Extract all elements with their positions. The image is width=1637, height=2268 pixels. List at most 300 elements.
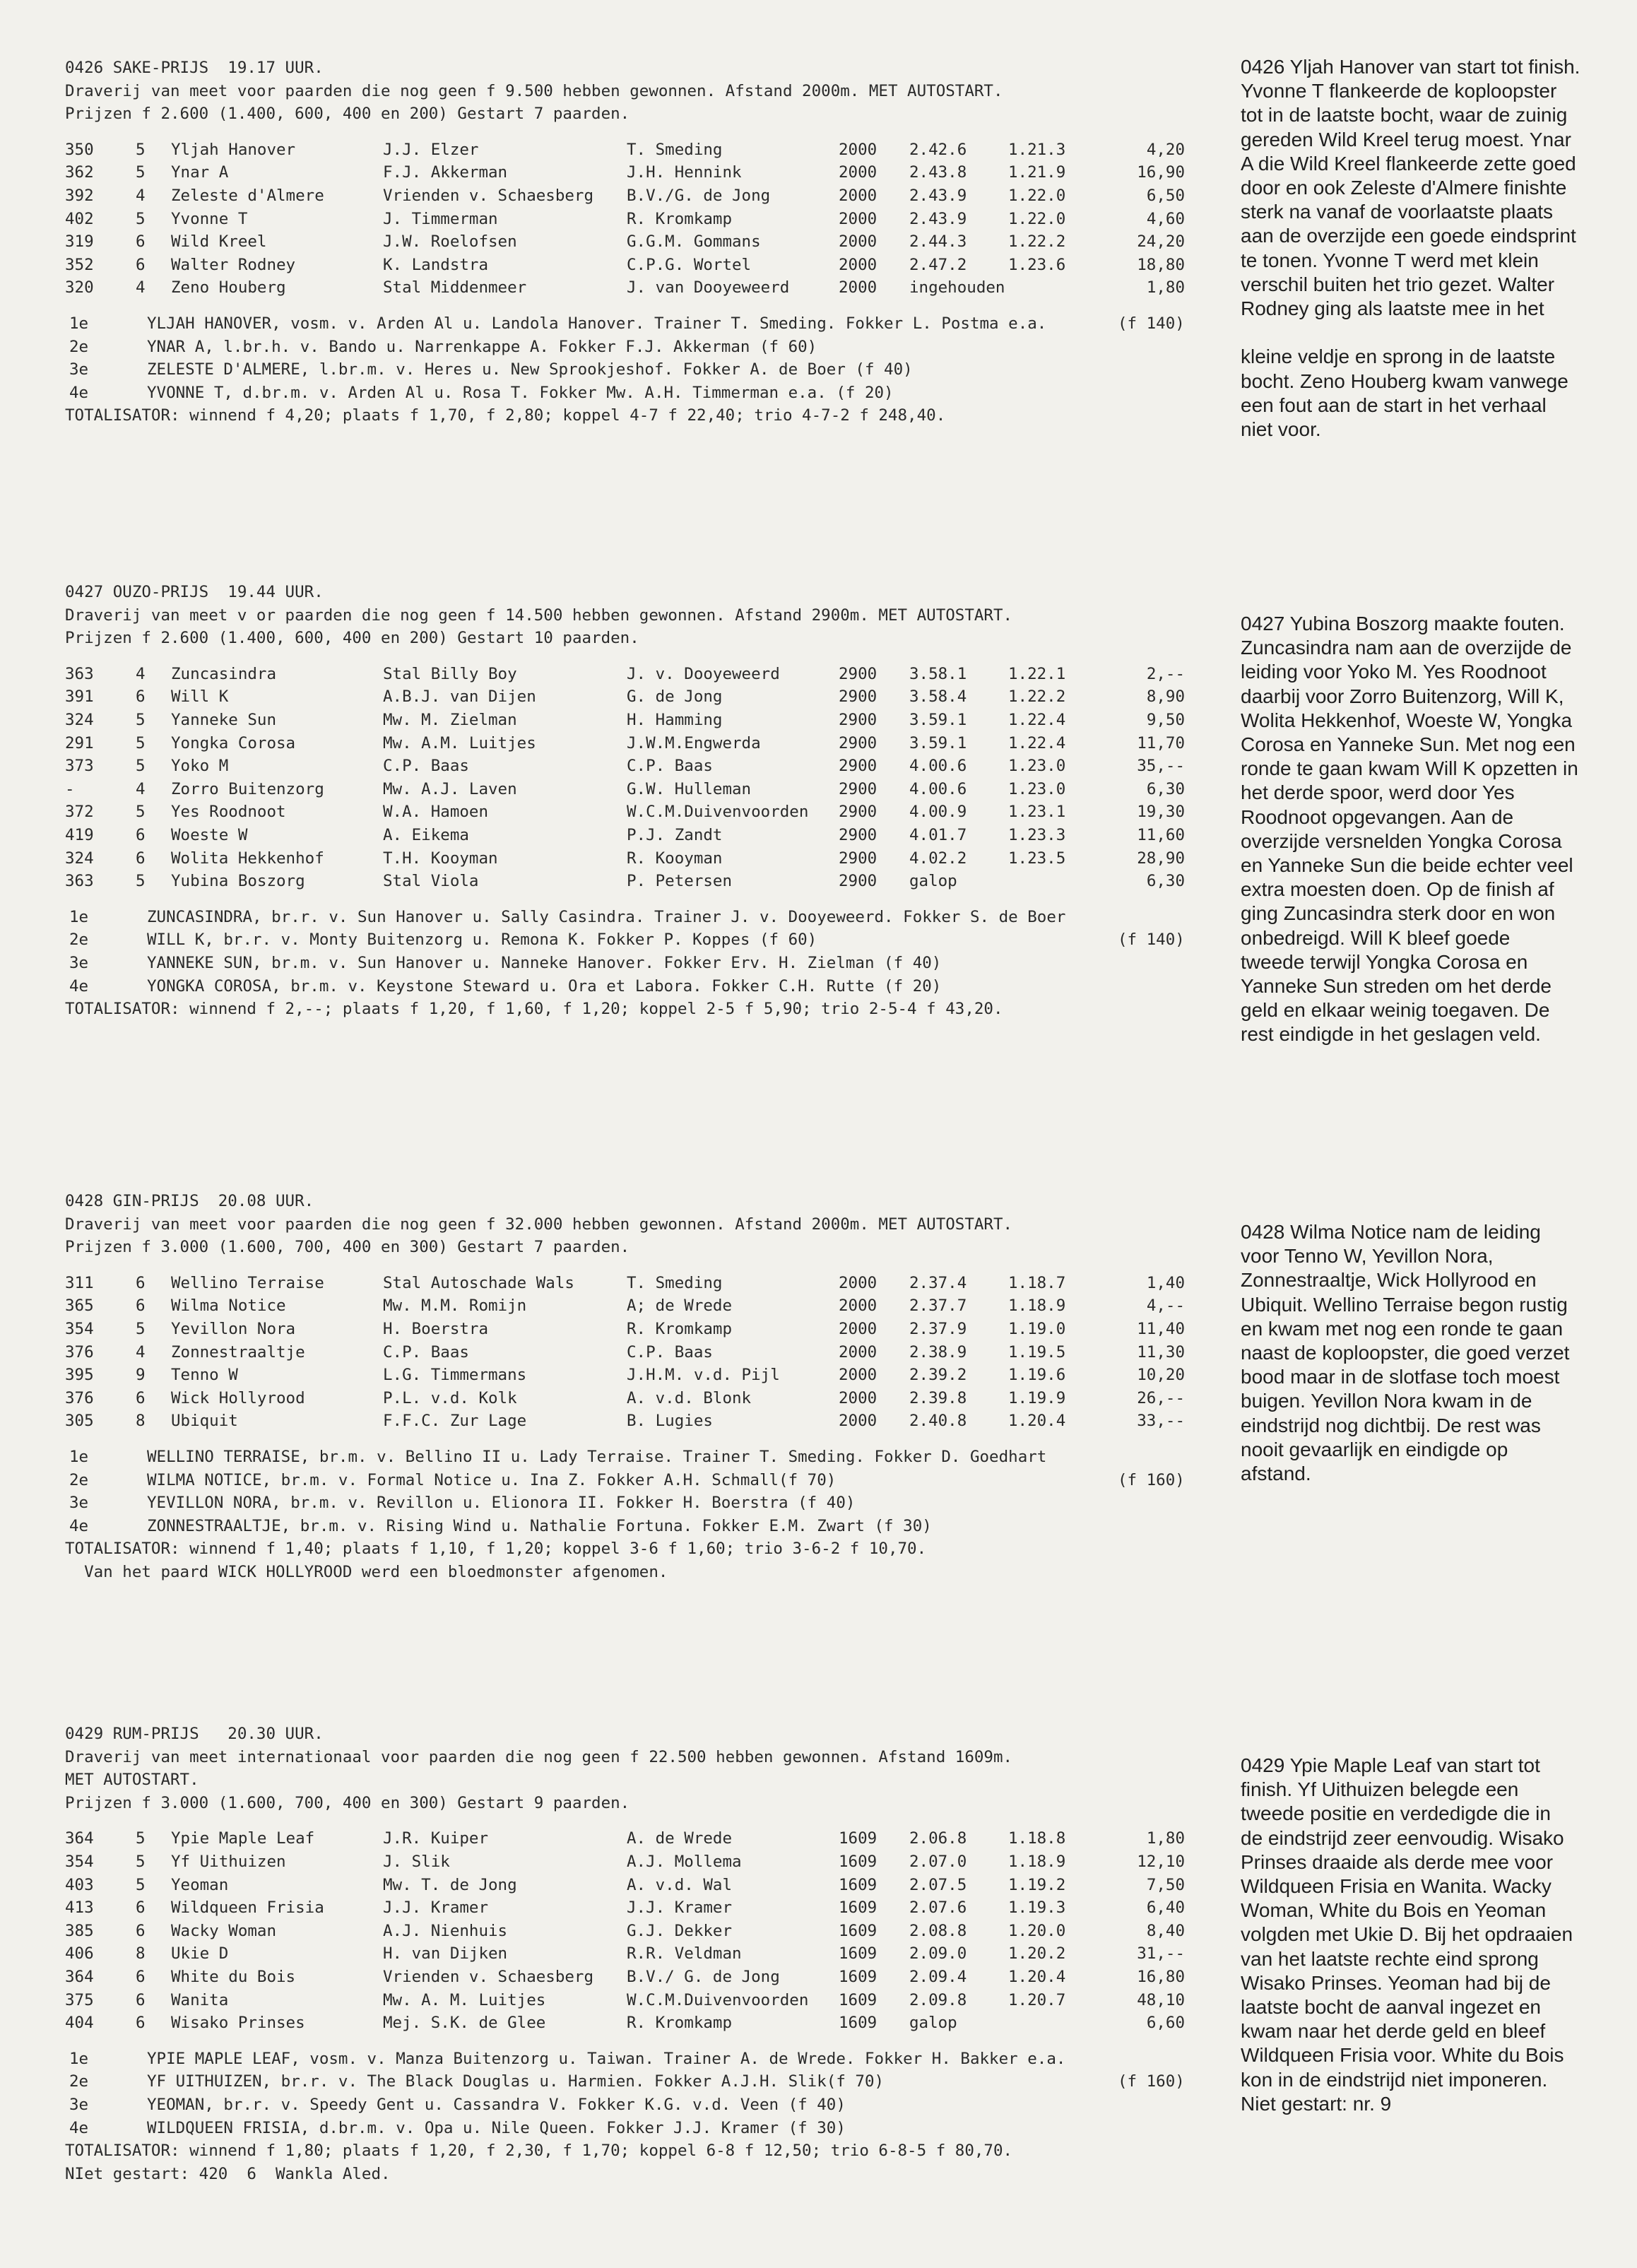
entry-owner: A.B.J. van Dijen <box>383 687 536 707</box>
entry-dist: 2900 <box>839 849 877 868</box>
entry-num: 391 <box>65 687 94 707</box>
entry-odds: 31,-- <box>1137 1944 1185 1963</box>
report-line: eindstrijd nog dichtbij. De rest was <box>1241 1414 1541 1436</box>
entry-age: 6 <box>136 1273 146 1292</box>
entry-odds: 26,-- <box>1137 1388 1185 1407</box>
placing-prize: (f 160) <box>1118 1470 1185 1489</box>
entry-name: Yeoman <box>171 1875 229 1894</box>
report-line: sterk na vanaf de voorlaatste plaats <box>1241 201 1554 223</box>
report-line: Wisako Prinses. Yeoman had bij de <box>1241 1971 1551 1994</box>
report-line: rest eindigde in het geslagen veld. <box>1241 1023 1541 1046</box>
placing-row <box>65 1469 1224 1492</box>
placing-prize <box>1118 1492 1224 1515</box>
entry-name: Yljah Hanover <box>171 140 296 159</box>
race-header: 0428 GIN-PRIJS 20.08 UUR. <box>65 1192 314 1210</box>
entry-num: 305 <box>65 1412 94 1431</box>
entry-km <box>1008 276 1100 300</box>
race-conditions: Draverij van meet voor paarden die nog geen f 9.500 hebben gewonnen. Afstand 2000m. MET AUTOSTART. <box>65 81 1003 100</box>
entry-owner: F.F.C. Zur Lage <box>383 1412 527 1431</box>
table-row <box>65 208 1224 231</box>
entry-km: 1.22.4 <box>1008 710 1066 729</box>
entry-name: Walter Rodney <box>171 255 296 274</box>
entry-odds: 33,-- <box>1137 1412 1185 1431</box>
race-prizes: Prijzen f 3.000 (1.600, 700, 400 en 300) Gestart 7 paarden. <box>65 1238 630 1257</box>
table-row <box>65 230 1224 254</box>
placing-row <box>65 975 1224 998</box>
entry-num: 363 <box>65 664 94 683</box>
entry-num: 385 <box>65 1921 94 1940</box>
report-line: Niet gestart: nr. 9 <box>1241 2092 1392 2115</box>
entry-age: 5 <box>136 710 146 729</box>
entry-km: 1.22.4 <box>1008 733 1066 752</box>
totalisator: TOTALISATOR: winnend f 4,20; plaats f 1,70, f 2,80; koppel 4-7 f 22,40; trio 4-7-2 f 248,40. <box>65 406 946 425</box>
entry-num: 413 <box>65 1898 94 1918</box>
placing-row <box>65 952 1224 975</box>
entry-owner: A. Eikema <box>383 825 469 844</box>
entry-km: 1.23.1 <box>1008 803 1066 822</box>
entry-name: Tenno W <box>171 1366 238 1385</box>
table-row <box>65 1989 1224 2012</box>
entry-name: White du Bois <box>171 1967 296 1986</box>
entry-owner: Mw. A. M. Luitjes <box>383 1990 546 2009</box>
entry-num: 364 <box>65 1967 94 1986</box>
entry-time: 2.37.4 <box>909 1273 967 1292</box>
entry-owner: C.P. Baas <box>383 1342 469 1362</box>
entry-odds: 4,60 <box>1146 209 1185 228</box>
entry-driver: T. Smeding <box>627 140 723 159</box>
entry-driver: P.J. Zandt <box>627 825 723 844</box>
placing-position: 3e <box>69 2095 89 2114</box>
entry-owner: H. van Dijken <box>383 1944 508 1963</box>
entry-age: 5 <box>136 803 146 822</box>
entry-time: 4.02.2 <box>909 849 967 868</box>
report-line: ronde te gaan kwam Will K opzetten in <box>1241 757 1578 780</box>
entry-km: 1.20.0 <box>1008 1921 1066 1940</box>
entry-num: 404 <box>65 2014 94 2033</box>
entry-time: 2.07.6 <box>909 1898 967 1918</box>
report-line: finish. Yf Uithuizen belegde een <box>1241 1778 1519 1801</box>
entry-dist: 2900 <box>839 872 877 891</box>
spacer <box>65 1814 1224 1827</box>
entry-time: 3.58.1 <box>909 664 967 683</box>
report-line: volgden met Ukie D. Bij het opdraaien <box>1241 1923 1573 1946</box>
entry-dist: 2000 <box>839 255 877 274</box>
entry-dist: 2000 <box>839 1342 877 1362</box>
report-line: bocht. Zeno Houberg kwam vanwege <box>1241 370 1568 392</box>
entry-owner: J.J. Elzer <box>383 140 479 159</box>
entry-num: 291 <box>65 733 94 752</box>
entry-age: 4 <box>136 1342 146 1362</box>
race-report <box>1241 1754 1608 2116</box>
entry-num: 362 <box>65 163 94 182</box>
race-results <box>65 1190 1224 1584</box>
entry-odds: 24,20 <box>1137 232 1185 252</box>
entry-odds: 11,60 <box>1137 825 1185 844</box>
entry-owner: K. Landstra <box>383 255 489 274</box>
entry-owner: Mej. S.K. de Glee <box>383 2014 546 2033</box>
entry-driver: W.C.M.Duivenvoorden <box>627 1990 809 2009</box>
entry-time: 2.43.9 <box>909 209 967 228</box>
entry-km: 1.19.6 <box>1008 1366 1066 1385</box>
entry-driver: J.H. Hennink <box>627 163 742 182</box>
spacer <box>65 1259 1224 1272</box>
report-line: een fout aan de start in het verhaal <box>1241 394 1547 416</box>
entry-odds: 1,80 <box>1146 278 1185 297</box>
entry-name: Yoko M <box>171 757 229 776</box>
entry-time: 2.09.8 <box>909 1990 967 2009</box>
entry-owner: A.J. Nienhuis <box>383 1921 508 1940</box>
entry-owner: Stal Billy Boy <box>383 664 517 683</box>
entry-age: 6 <box>136 1967 146 1986</box>
entry-driver: C.P. Baas <box>627 757 713 776</box>
entry-driver: J. van Dooyeweerd <box>627 278 790 297</box>
entry-age: 5 <box>136 733 146 752</box>
placing-position: 4e <box>69 2118 89 2137</box>
placing-prize: (f 140) <box>1118 314 1185 333</box>
table-row <box>65 2012 1224 2035</box>
report-line: en Yanneke Sun die beide echter veel <box>1241 854 1573 877</box>
entry-age: 5 <box>136 1852 146 1871</box>
entry-name: Yevillon Nora <box>171 1319 296 1338</box>
entry-odds: 18,80 <box>1137 255 1185 274</box>
entry-driver: B.V./G. de Jong <box>627 186 771 205</box>
entry-name: Wellino Terraise <box>171 1273 324 1292</box>
entry-driver: J.J. Kramer <box>627 1898 733 1918</box>
entry-km: 1.22.2 <box>1008 687 1066 707</box>
report-line: de eindstrijd zeer eenvoudig. Wisako <box>1241 1826 1564 1849</box>
report-line: kwam naar het derde geld en bleef <box>1241 2020 1546 2043</box>
entry-odds: 6,60 <box>1146 2014 1185 2033</box>
entry-odds: 4,-- <box>1146 1297 1185 1316</box>
entry-odds: 11,70 <box>1137 733 1185 752</box>
spacer <box>65 1433 1224 1446</box>
table-row <box>65 254 1224 277</box>
entry-odds: 11,30 <box>1137 1342 1185 1362</box>
entry-driver: G.G.M. Gommans <box>627 232 761 252</box>
entry-owner: C.P. Baas <box>383 757 469 776</box>
placing-row <box>65 358 1224 382</box>
entry-owner: Stal Middenmeer <box>383 278 527 297</box>
entry-odds: 6,30 <box>1146 779 1185 798</box>
report-line: naast de koploopster, die goed verzet <box>1241 1342 1570 1364</box>
placing-text: YANNEKE SUN, br.m. v. Sun Hanover u. Nanneke Hanover. Fokker Erv. H. Zielman (f 40) <box>147 953 942 972</box>
entry-driver: H. Hamming <box>627 710 723 729</box>
entry-dist: 2000 <box>839 186 877 205</box>
entry-age: 5 <box>136 140 146 159</box>
spacer <box>65 893 1224 906</box>
placing-row <box>65 312 1224 336</box>
race-header: 0429 RUM-PRIJS 20.30 UUR. <box>65 1725 324 1743</box>
entry-num: 363 <box>65 872 94 891</box>
entry-name: Woeste W <box>171 825 248 844</box>
report-line: te tonen. Yvonne T werd met klein <box>1241 249 1539 271</box>
race-report <box>1241 55 1608 442</box>
entry-odds: 16,80 <box>1137 1967 1185 1986</box>
entry-dist: 1609 <box>839 1875 877 1894</box>
placing-row <box>65 2117 1224 2140</box>
entry-time: 4.01.7 <box>909 825 967 844</box>
report-line: van het laatste rechte eind sprong <box>1241 1947 1539 1970</box>
placing-prize <box>1118 336 1224 359</box>
entry-km: 1.19.5 <box>1008 1342 1066 1362</box>
entry-num: 419 <box>65 825 94 844</box>
entry-age: 6 <box>136 255 146 274</box>
table-row <box>65 732 1224 755</box>
placing-position: 1e <box>69 907 89 926</box>
entry-name: Wilma Notice <box>171 1297 286 1316</box>
entry-driver: A. de Wrede <box>627 1829 733 1848</box>
entry-num: 354 <box>65 1852 94 1871</box>
entry-odds: 8,40 <box>1146 1921 1185 1940</box>
placing-prize <box>1118 952 1224 975</box>
placing-prize <box>1118 1515 1224 1538</box>
placing-text: YNAR A, l.br.h. v. Bando u. Narrenkappe A. Fokker F.J. Akkerman (f 60) <box>147 337 817 356</box>
entry-driver: A. v.d. Blonk <box>627 1388 752 1407</box>
entry-km: 1.23.0 <box>1008 757 1066 776</box>
entry-time: 2.07.0 <box>909 1852 967 1871</box>
entry-name: Zeno Houberg <box>171 278 286 297</box>
report-line: leiding voor Yoko M. Yes Roodnoot <box>1241 661 1547 683</box>
placing-text: YEOMAN, br.r. v. Speedy Gent u. Cassandra V. Fokker K.G. v.d. Veen (f 40) <box>147 2095 846 2114</box>
entry-dist: 2900 <box>839 733 877 752</box>
placing-text: ZELESTE D'ALMERE, l.br.m. v. Heres u. New Sprookjeshof. Fokker A. de Boer (f 40) <box>147 360 913 379</box>
entry-driver: R.R. Veldman <box>627 1944 742 1963</box>
entry-time: 4.00.6 <box>909 779 967 798</box>
race-conditions-cont: MET AUTOSTART. <box>65 1771 199 1790</box>
entry-time: 3.59.1 <box>909 733 967 752</box>
entry-odds: 28,90 <box>1137 849 1185 868</box>
entry-age: 6 <box>136 1297 146 1316</box>
table-row <box>65 1364 1224 1387</box>
entry-odds: 16,90 <box>1137 163 1185 182</box>
table-row <box>65 1387 1224 1410</box>
entry-dist: 1609 <box>839 1967 877 1986</box>
entry-driver: R. Kromkamp <box>627 209 733 228</box>
entry-age: 5 <box>136 757 146 776</box>
placing-text: YLJAH HANOVER, vosm. v. Arden Al u. Landola Hanover. Trainer T. Smeding. Fokker L. Postma e.a. <box>147 314 1047 333</box>
entry-driver: T. Smeding <box>627 1273 723 1292</box>
entry-dist: 2000 <box>839 209 877 228</box>
entry-age: 8 <box>136 1412 146 1431</box>
report-line: extra moesten doen. Op de finish af <box>1241 878 1554 901</box>
table-row <box>65 1874 1224 1897</box>
entry-dist: 1609 <box>839 2014 877 2033</box>
report-line: A die Wild Kreel flankeerde zette goed <box>1241 152 1576 175</box>
placing-row <box>65 928 1224 952</box>
entry-num: 376 <box>65 1342 94 1362</box>
report-line: het derde spoor, werd door Yes <box>1241 781 1515 804</box>
entry-time: galop <box>909 2014 957 2033</box>
report-line: tweede terwijl Yongka Corosa en <box>1241 950 1528 973</box>
report-line: door en ook Zeleste d'Almere finishte <box>1241 177 1567 199</box>
entry-km: 1.19.3 <box>1008 1898 1066 1918</box>
entry-time: galop <box>909 872 957 891</box>
placing-prize <box>1118 2093 1224 2117</box>
entry-name: Yf Uithuizen <box>171 1852 286 1871</box>
report-line: voor Tenno W, Yevillon Nora, <box>1241 1245 1494 1268</box>
placing-text: ZONNESTRAALTJE, br.m. v. Rising Wind u. Nathalie Fortuna. Fokker E.M. Zwart (f 30) <box>147 1516 932 1535</box>
table-row <box>65 1920 1224 1943</box>
report-line: daarbij voor Zorro Buitenzorg, Will K, <box>1241 685 1564 707</box>
placing-text: WILDQUEEN FRISIA, d.br.m. v. Opa u. Nile Queen. Fokker J.J. Kramer (f 30) <box>147 2118 846 2137</box>
table-row <box>65 1272 1224 1295</box>
entry-km: 1.18.9 <box>1008 1852 1066 1871</box>
entry-time: 2.37.7 <box>909 1297 967 1316</box>
placing-text: WELLINO TERRAISE, br.m. v. Bellino II u. Lady Terraise. Trainer T. Smeding. Fokker D. Goedhart <box>147 1447 1047 1466</box>
entry-km: 1.20.2 <box>1008 1944 1066 1963</box>
race-header: 0427 OUZO-PRIJS 19.44 UUR. <box>65 583 324 601</box>
report-line: overzijde versnelden Yongka Corosa <box>1241 829 1562 852</box>
entry-owner: J. Slik <box>383 1852 450 1871</box>
race-report <box>1241 1220 1608 1486</box>
entry-time: 2.43.9 <box>909 186 967 205</box>
entry-age: 4 <box>136 664 146 683</box>
report-line: kleine veldje en sprong in de laatste <box>1241 345 1556 368</box>
spacer <box>65 650 1224 663</box>
entry-dist: 2000 <box>839 232 877 252</box>
report-line: niet voor. <box>1241 418 1321 441</box>
table-row <box>65 1410 1224 1433</box>
entry-km: 1.23.5 <box>1008 849 1066 868</box>
entry-km: 1.23.6 <box>1008 255 1066 274</box>
entry-age: 6 <box>136 1898 146 1918</box>
spacer <box>65 300 1224 312</box>
entry-age: 4 <box>136 186 146 205</box>
entry-dist: 2000 <box>839 140 877 159</box>
placing-text: YF UITHUIZEN, br.r. v. The Black Douglas u. Harmien. Fokker A.J.H. Slik(f 70) <box>147 2072 885 2091</box>
entry-km: 1.22.0 <box>1008 186 1066 205</box>
table-row <box>65 276 1224 300</box>
entry-dist: 2000 <box>839 1319 877 1338</box>
report-line: 0429 Ypie Maple Leaf van start tot <box>1241 1754 1540 1776</box>
entry-time: 2.38.9 <box>909 1342 967 1362</box>
report-line: Wolita Hekkenhof, Woeste W, Yongka <box>1241 709 1573 731</box>
table-row <box>65 1966 1224 1989</box>
entry-age: 4 <box>136 779 146 798</box>
race-header: 0426 SAKE-PRIJS 19.17 UUR. <box>65 59 324 77</box>
report-line: Wildqueen Frisia en Wanita. Wacky <box>1241 1875 1552 1898</box>
entry-num: 354 <box>65 1319 94 1338</box>
race-conditions: Draverij van meet internationaal voor paarden die nog geen f 22.500 hebben gewonnen. Afstand 1609m. <box>65 1747 1013 1766</box>
entry-time: 2.08.8 <box>909 1921 967 1940</box>
entry-owner: Vrienden v. Schaesberg <box>383 1967 594 1986</box>
table-row <box>65 778 1224 801</box>
entry-time: 2.43.8 <box>909 163 967 182</box>
race-prizes: Prijzen f 2.600 (1.400, 600, 400 en 200) Gestart 10 paarden. <box>65 629 639 648</box>
entry-name: Zorro Buitenzorg <box>171 779 324 798</box>
entry-dist: 1609 <box>839 1852 877 1871</box>
entry-dist: 1609 <box>839 1990 877 2009</box>
report-line: 0427 Yubina Boszorg maakte fouten. <box>1241 613 1565 634</box>
placing-position: 2e <box>69 2072 89 2091</box>
race-note: Van het paard WICK HOLLYROOD werd een bloedmonster afgenomen. <box>65 1562 668 1581</box>
entry-owner: Mw. M.M. Romijn <box>383 1297 527 1316</box>
table-row <box>65 1294 1224 1318</box>
entry-odds: 35,-- <box>1137 757 1185 776</box>
entry-dist: 2900 <box>839 664 877 683</box>
entry-age: 5 <box>136 163 146 182</box>
report-line: Rodney ging als laatste mee in het <box>1241 297 1544 320</box>
placing-text: YVONNE T, d.br.m. v. Arden Al u. Rosa T. Fokker Mw. A.H. Timmerman e.a. (f 20) <box>147 383 894 402</box>
entry-time: 2.09.0 <box>909 1944 967 1963</box>
report-line: kon in de eindstrijd niet imponeren. <box>1241 2068 1548 2091</box>
placing-row <box>65 382 1224 405</box>
report-line: afstand. <box>1241 1463 1311 1485</box>
entry-num: 392 <box>65 186 94 205</box>
placing-text: WILL K, br.r. v. Monty Buitenzorg u. Remona K. Fokker P. Koppes (f 60) <box>147 931 817 950</box>
entry-km: 1.19.9 <box>1008 1388 1066 1407</box>
placing-position: 3e <box>69 360 89 379</box>
table-row <box>65 1850 1224 1874</box>
entry-time: 4.00.9 <box>909 803 967 822</box>
entry-age: 6 <box>136 2014 146 2033</box>
entry-num: 375 <box>65 1990 94 2009</box>
placing-prize <box>1118 1446 1224 1469</box>
entry-num: 402 <box>65 209 94 228</box>
report-line: bood maar in de slotfase toch moest <box>1241 1366 1560 1388</box>
race-report <box>1241 612 1608 1047</box>
table-row <box>65 801 1224 824</box>
entry-name: Ynar A <box>171 163 229 182</box>
entry-km: 1.22.2 <box>1008 232 1066 252</box>
entry-name: Ypie Maple Leaf <box>171 1829 315 1848</box>
entry-dist: 2900 <box>839 687 877 707</box>
entry-time: 2.44.3 <box>909 232 967 252</box>
entry-odds: 1,80 <box>1146 1829 1185 1848</box>
entry-age: 6 <box>136 1990 146 2009</box>
placing-prize <box>1118 2048 1224 2071</box>
placing-row <box>65 2070 1224 2093</box>
entry-odds: 9,50 <box>1146 710 1185 729</box>
placing-row <box>65 906 1224 929</box>
entry-owner: Stal Viola <box>383 872 479 891</box>
entry-name: Wisako Prinses <box>171 2014 305 2033</box>
placing-row <box>65 2048 1224 2071</box>
entry-odds: 48,10 <box>1137 1990 1185 2009</box>
totalisator: TOTALISATOR: winnend f 1,40; plaats f 1,10, f 1,20; koppel 3-6 f 1,60; trio 3-6-2 f 10,70. <box>65 1540 927 1559</box>
entry-odds: 12,10 <box>1137 1852 1185 1871</box>
race-results <box>65 1723 1224 2185</box>
entry-owner: Stal Autoschade Wals <box>383 1273 574 1292</box>
entry-age: 6 <box>136 849 146 868</box>
entry-owner: H. Boerstra <box>383 1319 489 1338</box>
report-line: Yanneke Sun streden om het derde <box>1241 975 1552 998</box>
entry-odds: 6,40 <box>1146 1898 1185 1918</box>
entry-age: 5 <box>136 872 146 891</box>
entry-owner: Mw. T. de Jong <box>383 1875 517 1894</box>
entry-dist: 1609 <box>839 1944 877 1963</box>
table-row <box>65 1942 1224 1966</box>
entry-dist: 2000 <box>839 1388 877 1407</box>
report-line: nooit gevaarlijk en eindigde op <box>1241 1438 1508 1460</box>
entry-age: 6 <box>136 825 146 844</box>
entry-num: 324 <box>65 849 94 868</box>
entry-dist: 2000 <box>839 1366 877 1385</box>
entry-num: 372 <box>65 803 94 822</box>
race-note: NIet gestart: 420 6 Wankla Aled. <box>65 2164 391 2183</box>
entry-km: 1.20.7 <box>1008 1990 1066 2009</box>
placing-prize: (f 140) <box>1118 931 1185 950</box>
report-line: Roodnoot opgevangen. Aan de <box>1241 805 1514 828</box>
entry-km: 1.18.9 <box>1008 1297 1066 1316</box>
entry-driver: J. v. Dooyeweerd <box>627 664 780 683</box>
entry-dist: 2000 <box>839 1297 877 1316</box>
report-line: Woman, White du Bois en Yeoman <box>1241 1899 1547 1922</box>
entry-name: Yubina Boszorg <box>171 872 305 891</box>
entry-num: 324 <box>65 710 94 729</box>
entry-driver: R. Kromkamp <box>627 2014 733 2033</box>
entry-age: 5 <box>136 1829 146 1848</box>
